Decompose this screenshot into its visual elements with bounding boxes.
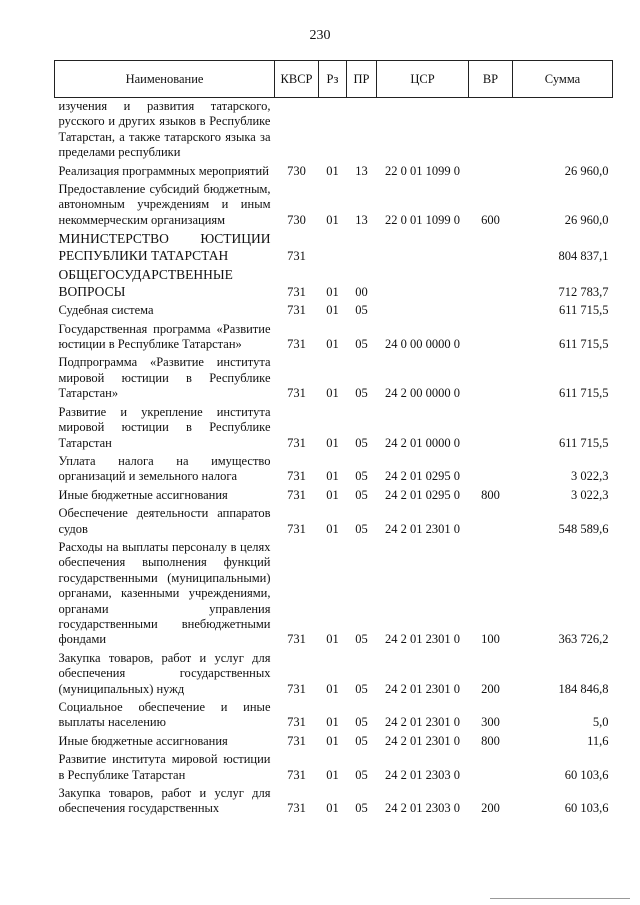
cell-name: Социальное обеспечение и иные выплаты населению bbox=[58, 700, 271, 730]
table-row bbox=[55, 354, 613, 403]
cell-kvsr: 731 bbox=[287, 284, 306, 299]
cell-sum: 363 726,2 bbox=[558, 632, 609, 647]
cell-kvsr: 731 bbox=[287, 715, 306, 730]
cell-csr: 22 0 01 1099 0 bbox=[385, 163, 460, 178]
cell-sum: 611 715,5 bbox=[558, 386, 609, 401]
cell-vr bbox=[469, 404, 513, 453]
cell-kvsr bbox=[275, 98, 319, 163]
cell-name: Государственная программа «Развитие юстиции в Республике Татарстан» bbox=[58, 321, 271, 352]
cell-pr: 05 bbox=[355, 435, 368, 450]
cell-csr: 24 2 01 2301 0 bbox=[385, 715, 460, 730]
cell-pr: 05 bbox=[355, 303, 368, 318]
table-row bbox=[55, 404, 613, 453]
header-vr: ВР bbox=[469, 61, 513, 98]
header-sum: Сумма bbox=[513, 61, 613, 98]
cell-name: Уплата налога на имущество организаций и земельного налога bbox=[58, 453, 271, 484]
cell-sum: 712 783,7 bbox=[558, 284, 609, 299]
cell-kvsr: 731 bbox=[287, 487, 306, 502]
cell-csr: 24 0 00 0000 0 bbox=[385, 337, 460, 352]
cell-pr: 05 bbox=[355, 469, 368, 484]
cell-name: изучения и развития татарского, русского и других языков в Республике Татарстан, а также татарского языка за пределами республики bbox=[58, 99, 271, 160]
cell-vr: 300 bbox=[481, 715, 500, 730]
table-row bbox=[55, 751, 613, 785]
cell-name: Иные бюджетные ассигнования bbox=[58, 487, 228, 502]
cell-rz: 01 bbox=[326, 681, 339, 696]
cell-name: Предоставление субсидий бюджетным, автономным учреждениям и иным некоммерческим организациям bbox=[58, 182, 271, 227]
cell-sum: 60 103,6 bbox=[564, 767, 609, 782]
cell-rz: 01 bbox=[326, 733, 339, 748]
cell-pr: 05 bbox=[355, 767, 368, 782]
cell-sum: 5,0 bbox=[592, 715, 609, 730]
cell-pr: 05 bbox=[355, 337, 368, 352]
cell-vr bbox=[469, 163, 513, 181]
cell-sum bbox=[513, 98, 613, 163]
cell-name: Реализация программных мероприятий bbox=[58, 163, 269, 178]
cell-pr: 05 bbox=[355, 733, 368, 748]
cell-pr: 05 bbox=[355, 715, 368, 730]
cell-pr bbox=[347, 98, 377, 163]
cell-csr: 24 2 01 0295 0 bbox=[385, 487, 460, 502]
cell-sum: 11,6 bbox=[587, 733, 609, 748]
cell-csr bbox=[377, 230, 469, 266]
cell-rz: 01 bbox=[326, 715, 339, 730]
cell-rz: 01 bbox=[326, 632, 339, 647]
header-pr: ПР bbox=[347, 61, 377, 98]
cell-sum: 611 715,5 bbox=[558, 435, 609, 450]
cell-sum: 804 837,1 bbox=[558, 248, 609, 263]
cell-vr bbox=[469, 751, 513, 785]
cell-kvsr: 731 bbox=[287, 767, 306, 782]
cell-name: Иные бюджетные ассигнования bbox=[58, 733, 228, 748]
cell-kvsr: 731 bbox=[287, 801, 306, 816]
table-header-row bbox=[55, 61, 613, 98]
header-kvsr: КВСР bbox=[275, 61, 319, 98]
cell-csr: 24 2 01 2301 0 bbox=[385, 521, 460, 536]
cell-name: Развитие и укрепление института мировой юстиции в Республике Татарстан bbox=[58, 404, 271, 450]
cell-csr bbox=[377, 266, 469, 302]
cell-sum: 3 022,3 bbox=[571, 487, 609, 502]
cell-rz bbox=[319, 230, 347, 266]
cell-kvsr: 731 bbox=[287, 248, 306, 263]
cell-pr bbox=[347, 230, 377, 266]
cell-rz: 01 bbox=[326, 487, 339, 502]
table-row bbox=[55, 181, 613, 230]
cell-kvsr: 731 bbox=[287, 469, 306, 484]
cell-csr: 24 2 01 0000 0 bbox=[385, 435, 460, 450]
table-row bbox=[55, 453, 613, 487]
cell-rz: 01 bbox=[326, 767, 339, 782]
cell-kvsr: 731 bbox=[287, 632, 306, 647]
cell-pr: 05 bbox=[355, 386, 368, 401]
cell-rz: 01 bbox=[326, 801, 339, 816]
cell-csr: 24 2 00 0000 0 bbox=[385, 386, 460, 401]
cell-vr bbox=[469, 354, 513, 403]
cell-vr: 100 bbox=[481, 632, 500, 647]
cell-rz: 01 bbox=[326, 469, 339, 484]
cell-sum: 3 022,3 bbox=[571, 469, 609, 484]
cell-sum: 60 103,6 bbox=[564, 801, 609, 816]
cell-vr bbox=[469, 230, 513, 266]
table-row bbox=[55, 785, 613, 819]
cell-name: Закупка товаров, работ и услуг для обеспечения государственных (муниципальных) нужд bbox=[58, 650, 271, 696]
cell-kvsr: 731 bbox=[287, 337, 306, 352]
cell-vr bbox=[469, 266, 513, 302]
table-row bbox=[55, 266, 613, 302]
cell-rz: 01 bbox=[326, 303, 339, 318]
cell-rz: 01 bbox=[326, 435, 339, 450]
cell-pr: 13 bbox=[355, 163, 368, 178]
table-row bbox=[55, 650, 613, 699]
cell-vr: 800 bbox=[481, 733, 500, 748]
cell-name: Судебная система bbox=[58, 303, 154, 318]
cell-name: Закупка товаров, работ и услуг для обеспечения государственных bbox=[58, 786, 271, 816]
cell-rz: 01 bbox=[326, 212, 339, 227]
cell-csr bbox=[377, 302, 469, 320]
table-row bbox=[55, 699, 613, 733]
cell-pr: 13 bbox=[355, 212, 368, 227]
cell-vr: 200 bbox=[481, 681, 500, 696]
cell-sum: 184 846,8 bbox=[558, 681, 609, 696]
cell-sum: 611 715,5 bbox=[558, 303, 609, 318]
cell-vr bbox=[469, 302, 513, 320]
cell-pr: 05 bbox=[355, 521, 368, 536]
cell-name: Подпрограмма «Развитие института мировой юстиции в Республике Татарстан» bbox=[58, 355, 271, 401]
cell-rz: 01 bbox=[326, 163, 339, 178]
cell-csr: 24 2 01 0295 0 bbox=[385, 469, 460, 484]
cell-name: Развитие института мировой юстиции в Республике Татарстан bbox=[58, 752, 271, 782]
cell-kvsr: 731 bbox=[287, 521, 306, 536]
cell-rz bbox=[319, 98, 347, 163]
cell-csr bbox=[377, 98, 469, 163]
cell-pr: 05 bbox=[355, 681, 368, 696]
cell-vr bbox=[469, 98, 513, 163]
cell-kvsr: 731 bbox=[287, 733, 306, 748]
cell-rz: 01 bbox=[326, 386, 339, 401]
cell-rz: 01 bbox=[326, 337, 339, 352]
cell-vr bbox=[469, 505, 513, 539]
cell-pr: 00 bbox=[355, 284, 368, 299]
cell-name: Обеспечение деятельности аппаратов судов bbox=[58, 506, 271, 536]
page-number: 230 bbox=[309, 28, 331, 43]
table-row bbox=[55, 733, 613, 751]
scan-mark bbox=[490, 898, 630, 899]
header-rz: Рз bbox=[319, 61, 347, 98]
table-row bbox=[55, 539, 613, 650]
cell-sum: 26 960,0 bbox=[564, 212, 609, 227]
table-row bbox=[55, 230, 613, 266]
cell-csr: 24 2 01 2301 0 bbox=[385, 733, 460, 748]
table-row bbox=[55, 321, 613, 355]
cell-sum: 611 715,5 bbox=[558, 337, 609, 352]
cell-vr: 200 bbox=[481, 801, 500, 816]
header-csr: ЦСР bbox=[377, 61, 469, 98]
cell-csr: 24 2 01 2303 0 bbox=[385, 801, 460, 816]
cell-vr: 600 bbox=[481, 212, 500, 227]
cell-vr bbox=[469, 453, 513, 487]
table-row bbox=[55, 487, 613, 505]
cell-kvsr: 731 bbox=[287, 681, 306, 696]
table-row bbox=[55, 163, 613, 181]
cell-pr: 05 bbox=[355, 801, 368, 816]
cell-csr: 24 2 01 2301 0 bbox=[385, 632, 460, 647]
cell-sum: 548 589,6 bbox=[558, 521, 609, 536]
cell-csr: 24 2 01 2303 0 bbox=[385, 767, 460, 782]
cell-vr bbox=[469, 321, 513, 355]
budget-table bbox=[54, 60, 613, 819]
cell-kvsr: 731 bbox=[287, 303, 306, 318]
cell-pr: 05 bbox=[355, 487, 368, 502]
cell-rz: 01 bbox=[326, 284, 339, 299]
cell-kvsr: 730 bbox=[287, 212, 306, 227]
cell-kvsr: 730 bbox=[287, 163, 306, 178]
cell-csr: 24 2 01 2301 0 bbox=[385, 681, 460, 696]
table-body bbox=[55, 98, 613, 819]
table-row bbox=[55, 302, 613, 320]
cell-name: МИНИСТЕРСТВО ЮСТИЦИИ РЕСПУБЛИКИ ТАТАРСТАН bbox=[58, 231, 271, 263]
cell-rz: 01 bbox=[326, 521, 339, 536]
cell-kvsr: 731 bbox=[287, 435, 306, 450]
cell-pr: 05 bbox=[355, 632, 368, 647]
cell-name: Расходы на выплаты персоналу в целях обеспечения выполнения функций государственными (муниципальными) органами, казенными учреждениями, органами управления государственными внебюджетными фондами bbox=[58, 539, 271, 647]
table-row bbox=[55, 98, 613, 163]
cell-sum: 26 960,0 bbox=[564, 163, 609, 178]
cell-name: ОБЩЕГОСУДАРСТВЕННЫЕ ВОПРОСЫ bbox=[58, 267, 233, 299]
header-name: Наименование bbox=[55, 61, 275, 98]
cell-vr: 800 bbox=[481, 487, 500, 502]
cell-kvsr: 731 bbox=[287, 386, 306, 401]
table-row bbox=[55, 505, 613, 539]
cell-csr: 22 0 01 1099 0 bbox=[385, 212, 460, 227]
